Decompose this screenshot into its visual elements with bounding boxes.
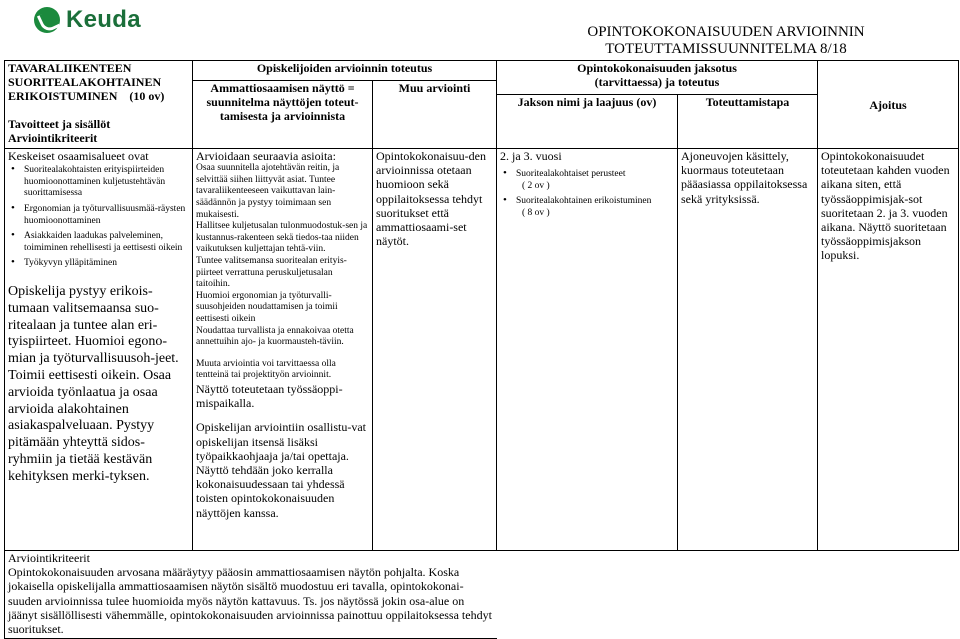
header-title-cell: TAVARALIIKENTEEN SUORITEALAKOHTAINEN ERIKOISTUMINEN (10 ov) Tavoitteet ja sisällöt Arviointikriteerit	[5, 61, 193, 149]
document-title-line1: OPINTOKOKONAISUUDEN ARVIOINNIN	[587, 24, 865, 40]
demo-intro: Arvioidaan seuraavia asioita:	[196, 149, 336, 163]
list-item: • Suoritealakohtaisten erityispiirteiden huomioonottaminen kuljetustehtävän suorittamisessa	[24, 165, 189, 200]
other-eval-header: Muu arviointi	[373, 81, 497, 149]
demo-cell	[193, 149, 373, 551]
list-item: • Suoritealakohtainen erikoistuminen ( 8 ov )	[516, 196, 674, 219]
footer-blank	[497, 551, 959, 639]
student-eval-text: Opiskelijan arviointiin osallistu-vat opiskelijan itsensä lisäksi työpaikkaohjaaja ja/tai opettaja. Näyttö tehdään joko kerralla kokonaisuudessaan tai yhdessä toisten opintokokonaisuuden näyttöjen kanssa.	[196, 420, 366, 520]
criteria-heading: Arviointikriteerit	[8, 131, 98, 145]
other-eval-cell: Opintokokonaisuu-den arvioinnissa otetaan huomioon sekä oppilaitoksessa tehdyt suoritukset että ammattiosaami-set näytöt.	[373, 149, 497, 551]
evaluation-plan-table	[4, 60, 959, 639]
students-eval-header: Opiskelijoiden arvioinnin toteutus	[193, 61, 497, 81]
criteria-footer-cell	[5, 551, 497, 639]
demo-item: Tuntee valitsemansa suoritealan erityis-piirteet verrattuna peruskuljetusalan taitoihin.	[196, 255, 347, 290]
logo-text: Keuda	[66, 6, 141, 33]
keuda-logo	[34, 2, 141, 38]
document-title-line2: TOTEUTTAMISSUUNNITELMA 8/18	[605, 41, 847, 57]
implementer-header: Toteuttamistapa	[678, 95, 818, 149]
period-list	[500, 169, 674, 219]
demo-location-text: Näyttö toteutetaan työssäoppi-mispaikalla.	[196, 381, 343, 411]
list-item: • Asiakkaiden laadukas palveleminen, toimiminen rehellisesti ja eettisesti oikein	[24, 231, 189, 254]
key-areas-list	[8, 165, 189, 270]
period-name-cell	[497, 149, 678, 551]
other-tests-text: Muuta arviointia voi tarvittaessa olla tentteinä tai projektityön arvioinnit.	[196, 358, 336, 381]
demo-item: Huomioi ergonomian ja työturvalli-suusohjeiden noudattamisen ja toimii eettisesti oikein	[196, 290, 338, 324]
keuda-logo-icon	[34, 7, 60, 33]
list-item: • Suoritealakohtaiset perusteet ( 2 ov )	[516, 169, 674, 192]
demo-item: Hallitsee kuljetusalan tulonmuodostuk-sen ja kustannus-rakenteen sekä tiedos-taa niiden vaikutuksen kuljettajan tehtä-viin.	[196, 221, 368, 255]
key-areas-label: Keskeiset osaamisalueet ovat	[8, 149, 149, 163]
timing-cell: Opintokokonaisuudet toteutetaan kahden vuoden aikana siten, että työssäoppimisjak-sot suoritetaan 2. ja 3. vuoden aikana. Näyttö suoritetaan työssäoppimisjakson lopuksi.	[818, 149, 959, 551]
criteria-footer-text: Opintokokonaisuuden arvosana määräytyy pääosin ammattiosaamisen näytön pohjalta. Koska jokaisella opiskelijalla ammattiosaamisen näytön sisältö muodostuu eri tavalla, opintokokonai-suuden arvioinnissa tulee huomioida myös näytön kattavuus. Ts. jos näytössä jokin osa-alue on jäänyt sisällöllisesti vähemmälle, opintokokonaisuuden arvioinnissa painottuu oppilaitoksessa tehdyt suoritukset.	[8, 565, 492, 637]
implementer-cell: Ajoneuvojen käsittely, kuormaus toteutetaan pääasiassa oppilaitoksessa sekä yrityksissä.	[678, 149, 818, 551]
demo-header: Ammattiosaamisen näyttö = suunnitelma näyttöjen toteut- tamisesta ja arvioinnista	[193, 81, 373, 149]
timing-header: Ajoitus	[818, 61, 959, 149]
list-item: • Ergonomian ja työturvallisuusmää-räysten huomioonottaminen	[24, 204, 189, 227]
goals-heading: Tavoitteet ja sisällöt	[8, 117, 111, 131]
list-item: • Työkyvyn ylläpitäminen	[24, 258, 189, 270]
period-name-header: Jakson nimi ja laajuus (ov)	[497, 95, 678, 149]
period-header: Opintokokonaisuuden jaksotus (tarvittaessa) ja toteutus	[497, 61, 818, 95]
demo-item: Osaa suunnitella ajotehtävän reitin, ja selvittää siihen liittyvät asiat. Tuntee tavaraliikenteeseen vaikuttavan lain-säädännön ja pystyy toimimaan sen mukaisesti.	[196, 163, 340, 220]
criteria-footer-label: Arviointikriteerit	[8, 551, 90, 565]
period-title: 2. ja 3. vuosi	[500, 149, 562, 163]
goals-cell	[5, 149, 193, 551]
demo-item: Noudattaa turvallista ja ennakoivaa otetta annettuihin ajo- ja kuormausteh-täviin.	[196, 325, 354, 348]
goals-body: Opiskelija pystyy erikois-tumaan valitsemaansa suo-ritealaan ja tuntee alan eri-tyispiirteet. Huomioi egono-mian ja työturvallisuusoh-jeet. Toimii eettisesti oikein. Osaa arvioida työnlaatua ja osaa arvioida alakohtainen asiakaspalveluaan. Pystyy pitämään yhteyttä sidos-ryhmiin ja tietää kestävän kehityksen merki-tyksen.	[8, 283, 179, 484]
document-title	[576, 24, 876, 58]
